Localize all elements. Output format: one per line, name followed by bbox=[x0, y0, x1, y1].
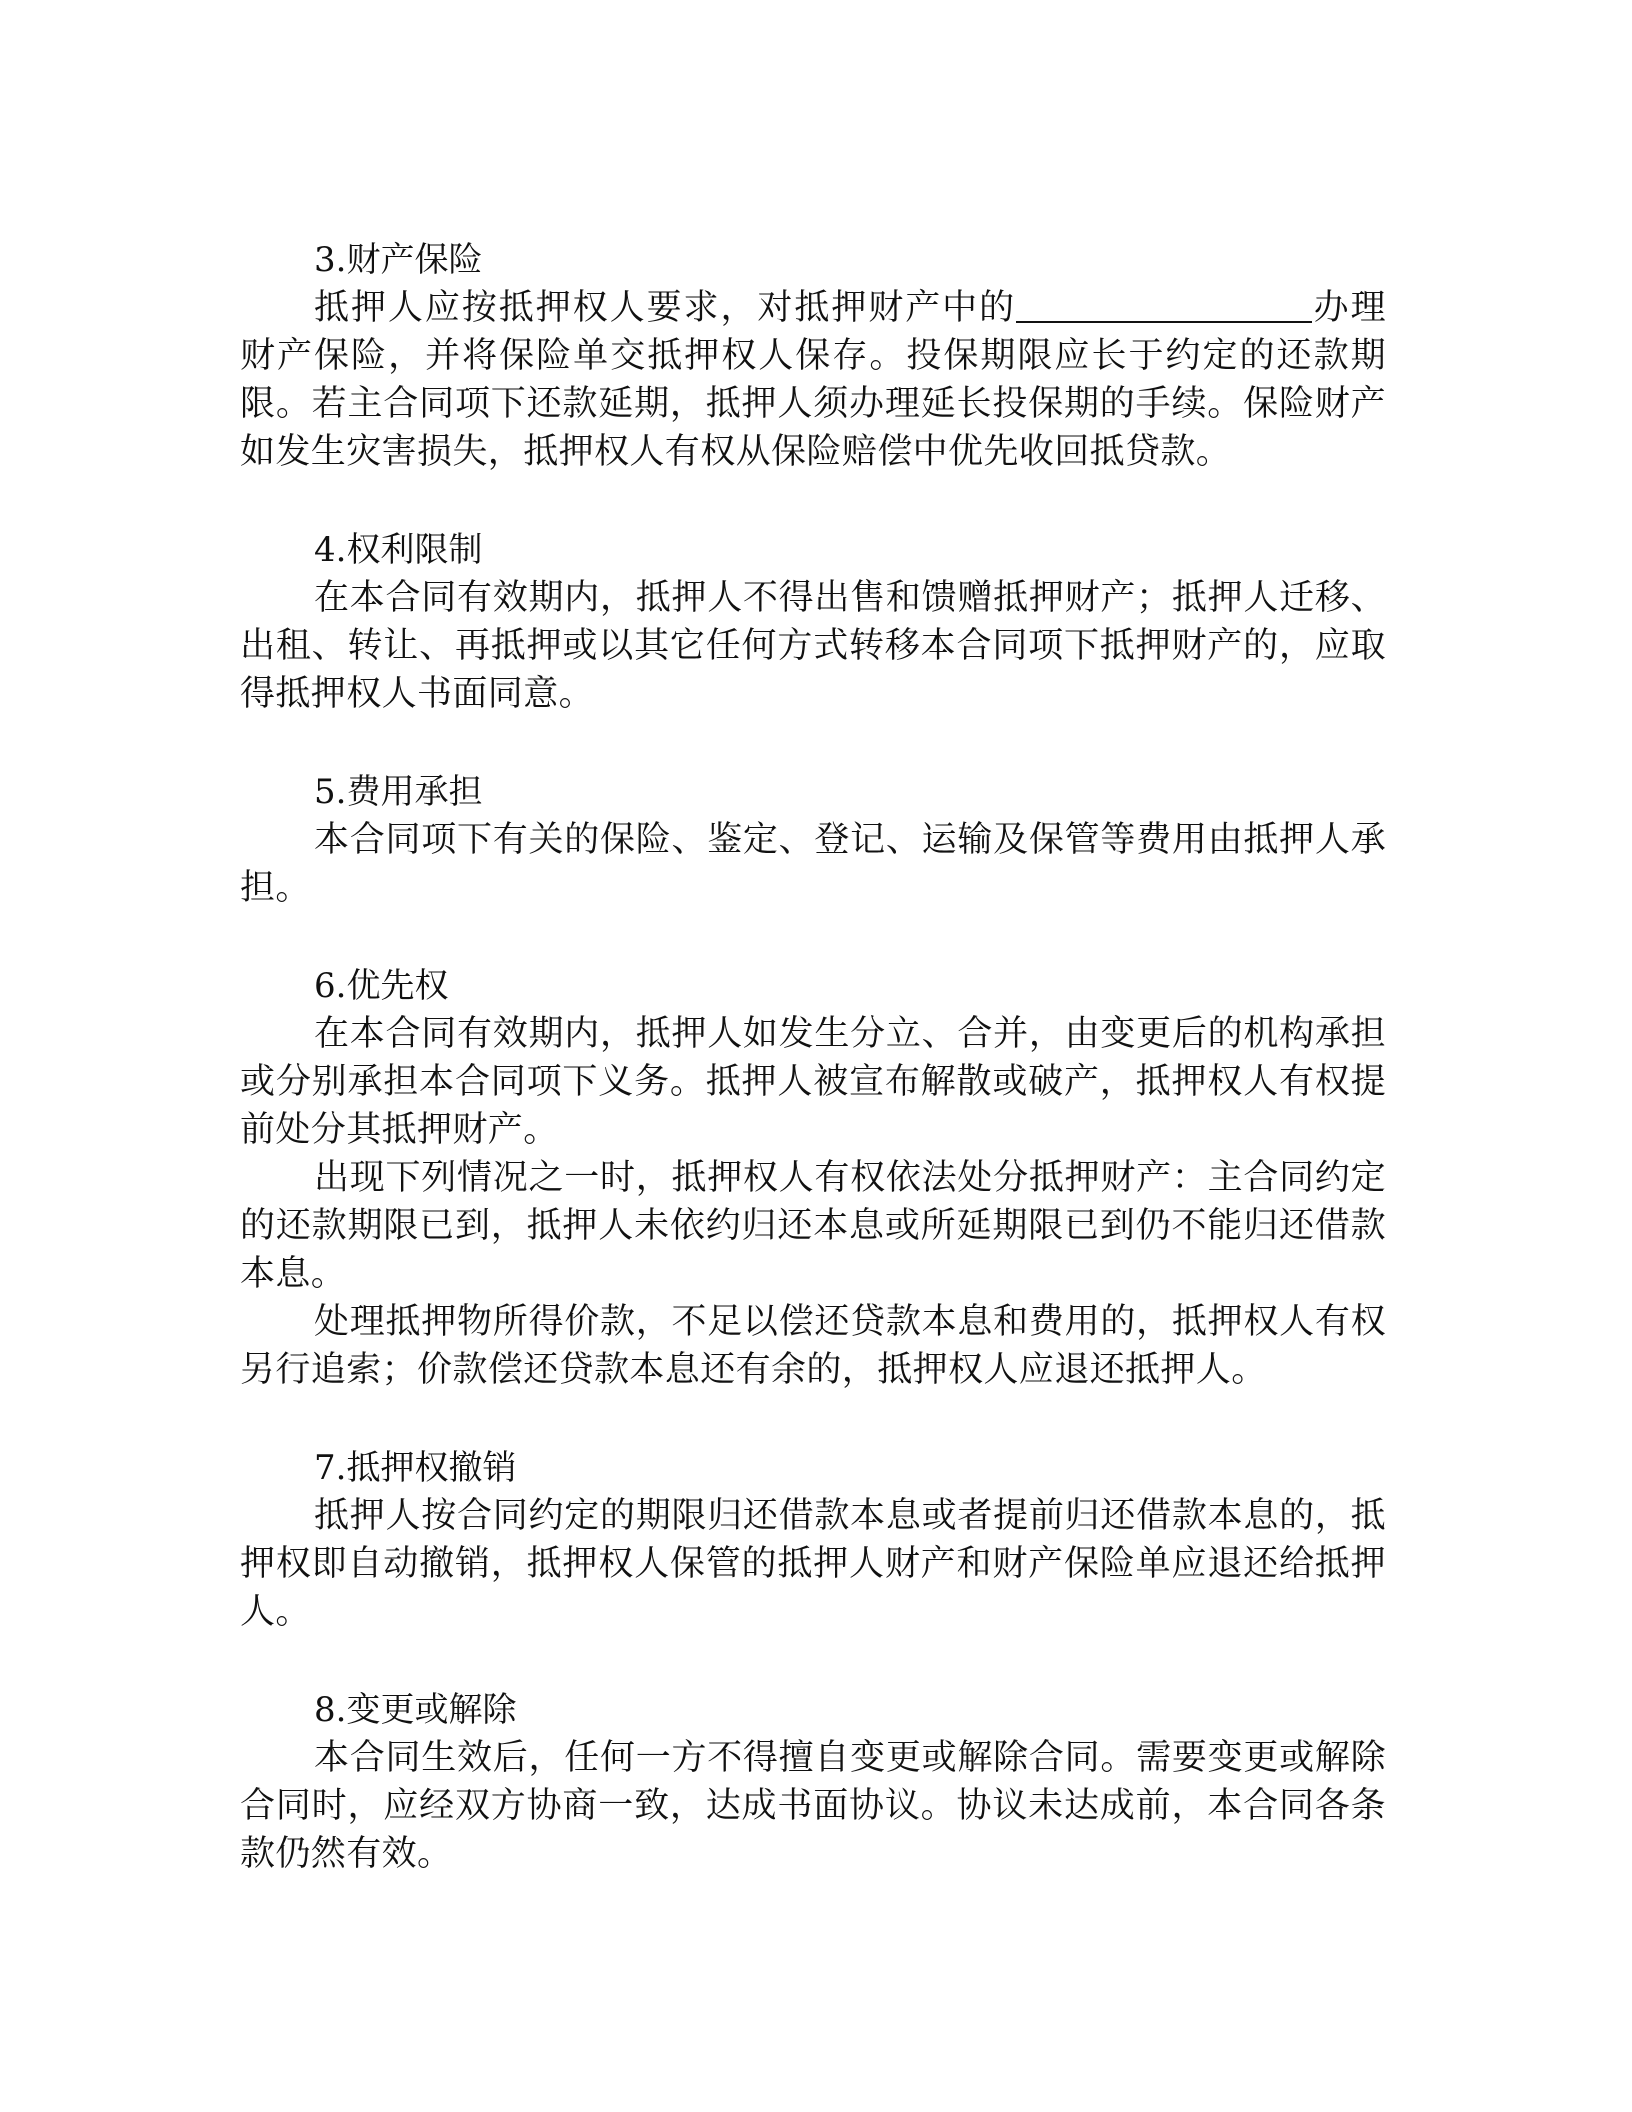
section-heading: 8.变更或解除 bbox=[314, 1690, 517, 1730]
section-paragraph: 抵押人按合同约定的期限归还借款本息或者提前归还借款本息的，抵押权即自动撤销，抵押权人保管的抵押人财产和财产保险单应退还给抵押人。 bbox=[240, 1496, 1386, 1632]
section-heading: 7.抵押权撤销 bbox=[314, 1448, 517, 1488]
section-heading: 3.财产保险 bbox=[314, 240, 483, 280]
section-heading: 4.权利限制 bbox=[314, 530, 483, 570]
section-property-insurance bbox=[240, 236, 1386, 476]
section-priority-right bbox=[240, 962, 1386, 1394]
paragraph-text-before-blank: 抵押人应按抵押权人要求，对抵押财产中的 bbox=[314, 288, 1017, 328]
section-paragraph: 处理抵押物所得价款，不足以偿还贷款本息和费用的，抵押权人有权另行追索；价款偿还贷款本息还有余的，抵押权人应退还抵押人。 bbox=[240, 1302, 1386, 1390]
section-rights-restriction bbox=[240, 526, 1386, 718]
section-paragraph: 出现下列情况之一时，抵押权人有权依法处分抵押财产：主合同约定的还款期限已到，抵押人未依约归还本息或所延期限已到仍不能归还借款本息。 bbox=[240, 1158, 1386, 1294]
section-mortgage-revocation bbox=[240, 1444, 1386, 1636]
section-cost-bearing bbox=[240, 768, 1386, 912]
section-paragraph: 在本合同有效期内，抵押人不得出售和馈赠抵押财产；抵押人迁移、出租、转让、再抵押或以其它任何方式转移本合同项下抵押财产的，应取得抵押权人书面同意。 bbox=[240, 578, 1386, 714]
fill-in-blank-line bbox=[1016, 285, 1312, 323]
section-paragraph: 本合同项下有关的保险、鉴定、登记、运输及保管等费用由抵押人承担。 bbox=[240, 820, 1386, 908]
paragraph-text-after-blank: 办理财产保险，并将保险单交抵押权人保存。投保期限应长于约定的还款期限。若主合同项下还款延期，抵押人须办理延长投保期的手续。保险财产如发生灾害损失，抵押权人有权从保险赔偿中优先收回抵贷款。 bbox=[240, 288, 1386, 472]
section-paragraph: 在本合同有效期内，抵押人如发生分立、合并，由变更后的机构承担或分别承担本合同项下义务。抵押人被宣布解散或破产，抵押权人有权提前处分其抵押财产。 bbox=[240, 1014, 1386, 1150]
document-page bbox=[240, 236, 1386, 1928]
section-heading: 5.费用承担 bbox=[314, 772, 483, 812]
section-paragraph: 本合同生效后，任何一方不得擅自变更或解除合同。需要变更或解除合同时，应经双方协商一致，达成书面协议。协议未达成前，本合同各条款仍然有效。 bbox=[240, 1738, 1386, 1874]
section-paragraph bbox=[240, 284, 1386, 476]
section-heading: 6.优先权 bbox=[314, 966, 449, 1006]
section-modification-termination bbox=[240, 1686, 1386, 1878]
